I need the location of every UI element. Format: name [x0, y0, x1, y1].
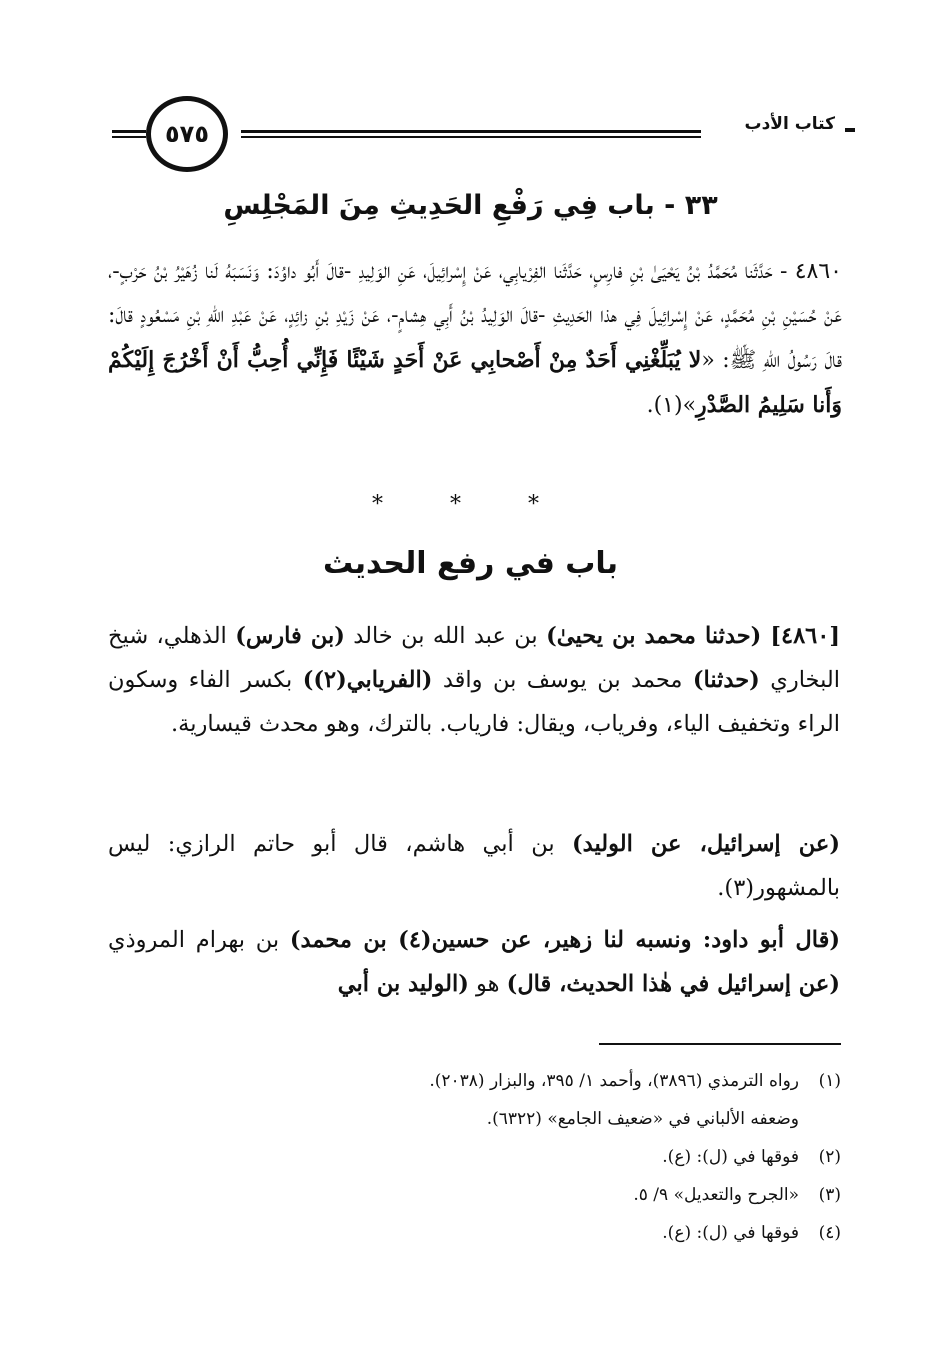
hadith-matn: لا يُبَلِّغْنِي أَحَدٌ مِنْ أَصْحابِي عَنْ أَحَدٍ شَيْئًا فَإِنِّي أُحِبُّ أَنْ أَخْرُجَ إِلَيْكُمْ وَأَنا سَلِيمُ الصَّدْرِ [108, 347, 842, 418]
commentary-heading: باب في رفع الحديث [323, 546, 618, 581]
footnote-continuation [111, 1100, 841, 1138]
header-rule-left-thin [112, 136, 146, 138]
footnote-text: فوقها في (ل): (ع). [662, 1147, 799, 1167]
commentary-bold: (عن إسرائيل في هٰذا الحديث، قال) [506, 971, 840, 997]
footnote [111, 1214, 841, 1252]
commentary-text: بن عبد الله بن خالد [344, 623, 547, 649]
header-rule-right-thin [241, 136, 701, 138]
footnote [111, 1138, 841, 1176]
footnote-text: وضعفه الألباني في «ضعيف الجامع» (٦٣٢٢). [486, 1109, 799, 1129]
commentary-paragraph-2 [108, 822, 840, 910]
header-rule-right-long [241, 130, 701, 133]
footnote [111, 1062, 841, 1100]
commentary-bold: (بن فارس) [235, 623, 345, 649]
commentary-bold: (قال أبو داود: ونسبه لنا زهير، عن حسين(٤) بن محمد) [289, 927, 840, 953]
commentary-paragraph-1 [108, 614, 840, 746]
commentary-bold: (الوليد بن أبي [337, 971, 469, 997]
hadith-isnad: ٤٨٦٠ - حَدَّثَنا مُحَمَّدُ بْنُ يَحْيَىٰ بْنِ فارِسٍ، حَدَّثَنا الفِرْيابِي، عَنْ إِسْرائِيلَ، عَنِ الوَلِيدِ -قالَ أَبُو داوُدَ: وَنَسَبَهُ لَنا زُهَيْرُ بْنُ حَرْبٍ-، عَنْ حُسَيْنِ بْنِ مُحَمَّدٍ، عَنْ إِسْرائِيلَ فِي هذا الحَدِيثِ -قالَ الوَلِيدُ بْنُ أَبِي هِشامٍ-، عَنْ زَيْدِ بْنِ زائِدٍ، عَنْ عَبْدِ اللهِ بْنِ مَسْعُودٍ قالَ: قالَ رَسُولُ اللهِ ﷺ: « [108, 259, 842, 373]
footnote-text: رواه الترمذي (٣٨٩٦)، وأحمد ١/ ٣٩٥، والبزار (٢٠٣٨). [429, 1071, 799, 1091]
footnotes [111, 1062, 841, 1252]
footnote-number: (٤) [818, 1223, 841, 1243]
commentary-bold: (عن إسرائيل، عن الوليد) [572, 831, 840, 857]
commentary-text: الذهلي، شيخ البخاري [108, 623, 840, 693]
header-rule-left [112, 130, 146, 133]
page-number-badge [146, 96, 226, 170]
commentary-bold: (حدثنا) [692, 667, 760, 693]
commentary-text: محمد بن يوسف بن واقد [432, 667, 693, 693]
running-head-title: كتاب الأدب [744, 114, 835, 134]
section-separator: * * * [372, 492, 569, 517]
footnote-number: (٢) [818, 1147, 841, 1167]
commentary-text: بن أبي هاشم، قال أبو حاتم الرازي: ليس بالمشهور(٣). [108, 831, 840, 901]
footnote-number: (٣) [818, 1185, 841, 1205]
footnote-text: «الجرح والتعديل» ٩/ ٥. [633, 1185, 799, 1205]
footnote-number: (١) [818, 1071, 841, 1091]
commentary-text: هو [468, 971, 507, 997]
commentary-paragraph-3 [108, 918, 840, 1006]
hadith-end: »(١). [646, 393, 697, 418]
footnote-text: فوقها في (ل): (ع). [662, 1223, 799, 1243]
footnote [111, 1176, 841, 1214]
commentary-text: بن بهرام المروذي [108, 927, 290, 953]
chapter-title: ٣٣ - باب فِي رَفْعِ الحَدِيثِ مِنَ المَجْلِسِ [223, 190, 718, 221]
commentary-bold: [٤٨٦٠] (حدثنا محمد بن يحيىٰ) [546, 623, 841, 649]
commentary-text: بكسر الفاء وسكون الراء وتخفيف الياء، وفرياب، ويقال: فارياب. بالترك، وهو محدث قيسارية. [108, 667, 840, 737]
footnote-rule [599, 1043, 841, 1045]
header-rule-right [845, 128, 855, 132]
page-number: ٥٧٥ [165, 120, 209, 148]
hadith-text [108, 250, 842, 428]
commentary-bold: (الفريابي(٢)) [302, 667, 433, 693]
